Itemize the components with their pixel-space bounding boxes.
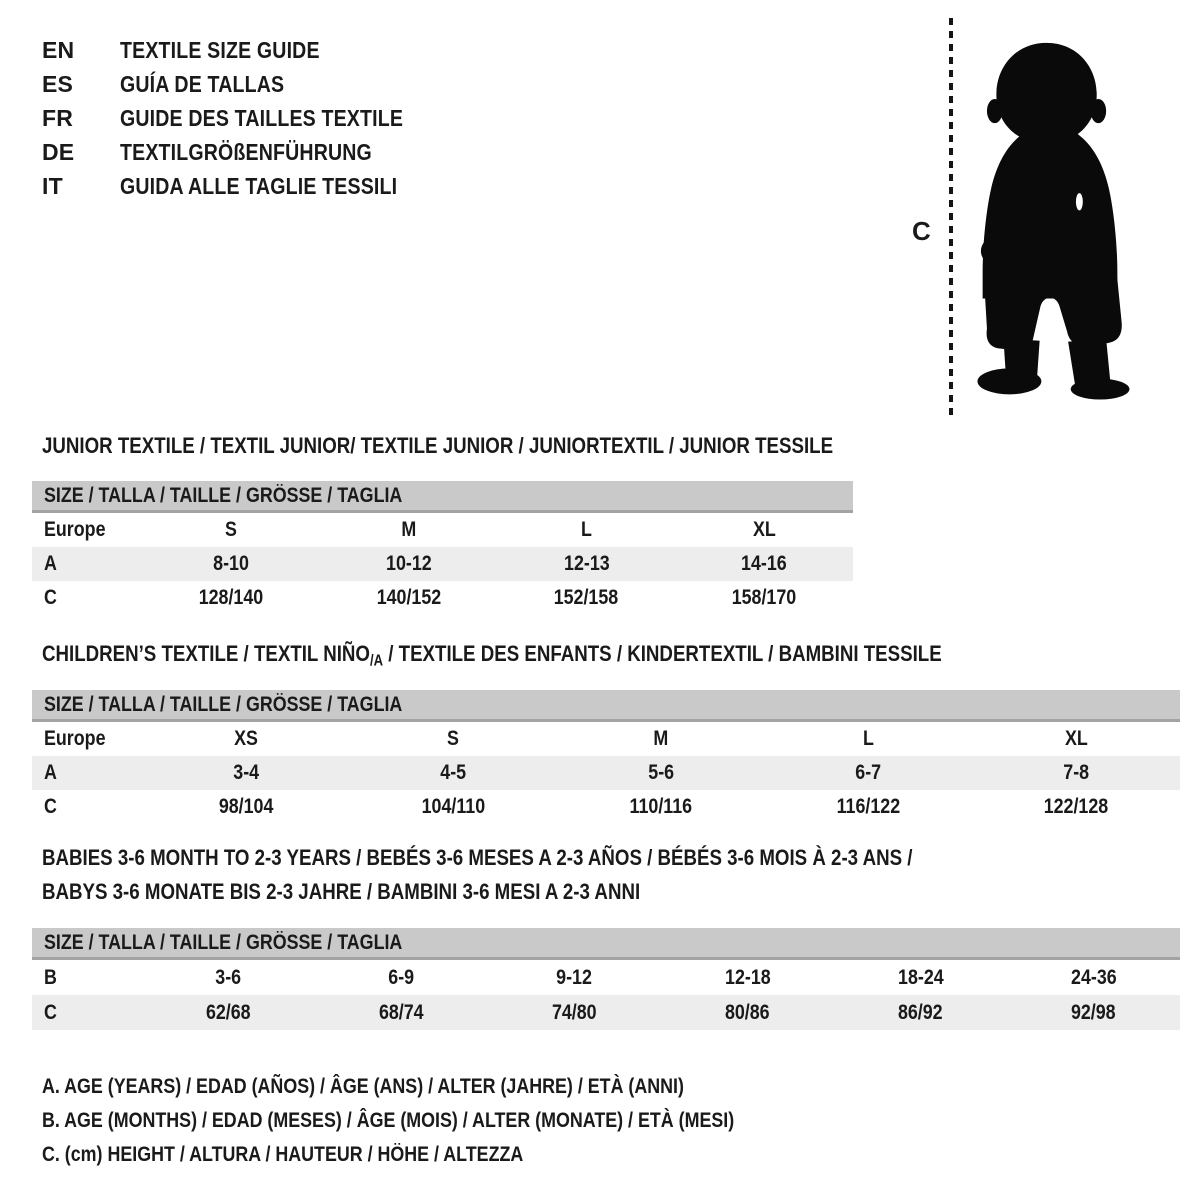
height-cell: 122/128 (1043, 795, 1109, 818)
height-cell: 62/68 (206, 1000, 251, 1024)
babies-size-table (32, 928, 1180, 1030)
height-cell: 104/110 (421, 795, 486, 818)
children-region-row (32, 722, 1180, 756)
size-cell: L (863, 727, 875, 750)
junior-size-table (32, 481, 853, 615)
language-row-en (42, 33, 453, 67)
size-cell: XS (233, 727, 258, 750)
region-cell (32, 518, 142, 542)
language-code: ES (42, 70, 74, 97)
junior-size-header-row (32, 481, 853, 513)
children-section-title (42, 641, 1100, 670)
size-cell: XL (752, 518, 776, 541)
months-cell: 9-12 (556, 965, 593, 989)
region-label: Europe (44, 727, 106, 750)
babies-section-title-line2: BABYS 3-6 MONATE BIS 2-3 JAHRE / BAMBINI 3-6 MESI A 2-3 ANNI (42, 879, 641, 904)
junior-region-row (32, 513, 853, 547)
height-cell: 110/116 (629, 795, 693, 818)
months-cell: 24-36 (1070, 965, 1117, 989)
legend-age-months: B. AGE (MONTHS) / EDAD (MESES) / ÂGE (MOIS) / ALTER (MONATE) / ETÀ (MESI) (42, 1109, 735, 1132)
age-cell: 3-4 (232, 761, 259, 784)
children-age-row (32, 756, 1180, 790)
language-row-it (42, 169, 453, 203)
age-cell: 10-12 (385, 552, 432, 575)
size-header-label: SIZE / TALLA / TAILLE / GRÖSSE / TAGLIA (44, 483, 403, 507)
babies-section-title-line1: BABIES 3-6 MONTH TO 2-3 YEARS / BEBÉS 3-6 MESES A 2-3 AÑOS / BÉBÉS 3-6 MOIS À 2-3 ANS / (42, 845, 913, 870)
language-code: FR (42, 104, 74, 131)
toddler-silhouette-icon (955, 16, 1145, 422)
months-cell: 12-18 (724, 965, 771, 989)
age-cell: 5-6 (648, 761, 674, 784)
age-cell: 6-7 (855, 761, 882, 784)
height-measure-dashed-line (949, 18, 953, 415)
size-cell: XL (1064, 727, 1088, 750)
height-cell: 80/86 (725, 1000, 770, 1024)
children-section-title-text: CHILDREN’S TEXTILE / TEXTIL $NIÑO_{/A}$ / TEXTILE DES ENFANTS / KINDERTEXTIL / BAMBINI TESSILE (42, 641, 942, 670)
height-cell: 152/158 (554, 586, 619, 609)
junior-section-title (42, 433, 973, 459)
age-cell: 12-13 (563, 552, 610, 575)
size-cell: M (653, 727, 669, 750)
junior-age-row (32, 547, 853, 581)
row-label-cell: C (44, 1000, 57, 1024)
language-row-de (42, 135, 453, 169)
language-row-fr (42, 101, 453, 135)
row-label-cell: A (44, 761, 57, 784)
size-cell: S (447, 727, 460, 750)
size-cell: L (580, 518, 592, 541)
height-cell: 116/122 (836, 795, 901, 818)
language-code: EN (42, 36, 75, 63)
months-cell: 6-9 (388, 965, 415, 989)
size-cell: M (401, 518, 417, 541)
row-label-cell: C (44, 795, 57, 818)
size-header-label: SIZE / TALLA / TAILLE / GRÖSSE / TAGLIA (44, 692, 403, 716)
babies-months-row (32, 960, 1180, 995)
months-cell: 18-24 (897, 965, 944, 989)
age-cell: 8-10 (213, 552, 249, 575)
region-cell (32, 727, 142, 751)
junior-height-row (32, 581, 853, 615)
age-cell: 4-5 (440, 761, 467, 784)
age-cell: 14-16 (741, 552, 787, 575)
row-label-cell: B (44, 965, 57, 989)
language-code: IT (42, 172, 63, 199)
height-cell: 98/104 (218, 795, 274, 818)
age-cell: 7-8 (1063, 761, 1090, 784)
language-row-es (42, 67, 453, 101)
language-title: TEXTILE SIZE GUIDE (120, 36, 320, 63)
months-cell: 3-6 (215, 965, 242, 989)
row-label-cell: C (44, 586, 57, 609)
language-title: GUÍA DE TALLAS (120, 70, 285, 97)
legend (42, 1070, 856, 1172)
language-title: GUIDE DES TAILLES TEXTILE (120, 104, 404, 131)
size-header-label: SIZE / TALLA / TAILLE / GRÖSSE / TAGLIA (44, 930, 403, 954)
height-cell: 74/80 (552, 1000, 597, 1024)
children-size-header-row (32, 690, 1180, 722)
language-title: TEXTILGRÖßENFÜHRUNG (120, 138, 372, 165)
junior-section-title-text: JUNIOR TEXTILE / TEXTIL JUNIOR/ TEXTILE JUNIOR / JUNIORTEXTIL / JUNIOR TESSILE (42, 433, 834, 458)
language-title: GUIDA ALLE TAGLIE TESSILI (120, 172, 398, 199)
height-cell: 68/74 (379, 1000, 424, 1024)
height-cell: 158/170 (731, 586, 797, 609)
language-code: DE (42, 138, 75, 165)
babies-size-header-row (32, 928, 1180, 960)
height-cell: 86/92 (898, 1000, 943, 1024)
height-cell: 140/152 (376, 586, 441, 609)
height-cell: 128/140 (198, 586, 264, 609)
language-list (42, 33, 453, 203)
legend-height-cm: C. (cm) HEIGHT / ALTURA / HAUTEUR / HÖHE / ALTEZZA (42, 1143, 524, 1166)
height-measure-label: C (912, 216, 931, 246)
children-size-table (32, 690, 1180, 824)
babies-height-row (32, 995, 1180, 1030)
row-label-cell: A (44, 552, 57, 575)
region-label: Europe (44, 518, 106, 541)
legend-age-years: A. AGE (YEARS) / EDAD (AÑOS) / ÂGE (ANS) / ALTER (JAHRE) / ETÀ (ANNI) (42, 1075, 684, 1098)
height-cell: 92/98 (1071, 1000, 1116, 1024)
size-cell: S (224, 518, 237, 541)
children-height-row (32, 790, 1180, 824)
